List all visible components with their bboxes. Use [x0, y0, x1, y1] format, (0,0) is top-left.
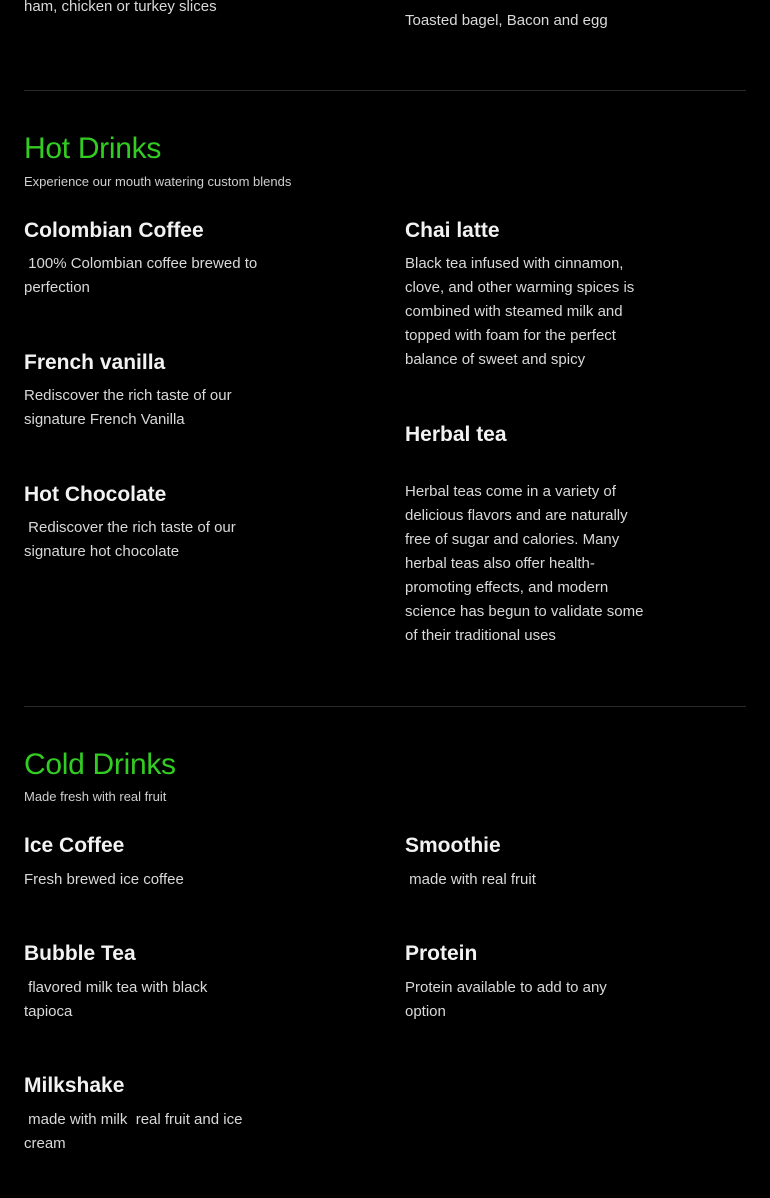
menu-item-milkshake	[24, 1073, 264, 1156]
menu-item-herbal-tea	[405, 422, 653, 648]
item-name: Chai latte	[405, 219, 500, 242]
item-name: Smoothie	[405, 834, 501, 857]
menu-item-protein	[405, 941, 645, 1024]
item-description: 100% Colombian coffee brewed to perfection	[24, 255, 262, 296]
item-description: Rediscover the rich taste of our signature hot chocolate	[24, 519, 240, 560]
menu-item-french-vanilla	[24, 350, 264, 432]
hot-drinks-header	[24, 131, 291, 191]
item-description: Protein available to add to any option	[405, 979, 611, 1020]
item-name: Protein	[405, 942, 478, 965]
carryover-left-desc: ham, chicken or turkey slices	[24, 0, 217, 15]
section-divider	[24, 90, 746, 91]
menu-item-bubble-tea	[24, 941, 254, 1024]
item-name: Milkshake	[24, 1074, 125, 1097]
menu-item-smoothie	[405, 833, 653, 892]
item-description: made with real fruit	[405, 871, 536, 888]
cold-drinks-header	[24, 747, 176, 806]
item-name: French vanilla	[24, 351, 166, 374]
carryover-right-desc: Toasted bagel, Bacon and egg	[405, 12, 608, 29]
item-description: Rediscover the rich taste of our signature French Vanilla	[24, 387, 236, 428]
item-name: Hot Chocolate	[24, 483, 167, 506]
item-description: Fresh brewed ice coffee	[24, 871, 184, 888]
item-name: Herbal tea	[405, 423, 507, 446]
item-name: Colombian Coffee	[24, 219, 204, 242]
section-divider	[24, 706, 746, 707]
menu-item-chai-latte	[405, 218, 650, 372]
hot-drinks-subtitle: Experience our mouth watering custom blends	[24, 174, 292, 189]
item-description: made with milk real fruit and ice cream	[24, 1111, 247, 1152]
item-description: Black tea infused with cinnamon, clove, and other warming spices is combined with steamed milk and topped with foam for the perfect balance of sweet and spicy	[405, 255, 639, 368]
item-description: flavored milk tea with black tapioca	[24, 979, 212, 1020]
menu-item-hot-chocolate	[24, 482, 264, 564]
menu-item-ice-coffee	[24, 833, 272, 892]
menu-item-colombian-coffee	[24, 218, 272, 300]
hot-drinks-title: Hot Drinks	[24, 132, 162, 165]
cold-drinks-subtitle: Made fresh with real fruit	[24, 789, 167, 804]
item-name: Bubble Tea	[24, 942, 136, 965]
cold-drinks-title: Cold Drinks	[24, 748, 176, 781]
item-name: Ice Coffee	[24, 834, 125, 857]
item-description: Herbal teas come in a variety of delicious flavors and are naturally free of sugar and calories. Many herbal teas also offer health-promoting effects, and modern science has begun to validate some of their traditional uses	[405, 483, 648, 644]
